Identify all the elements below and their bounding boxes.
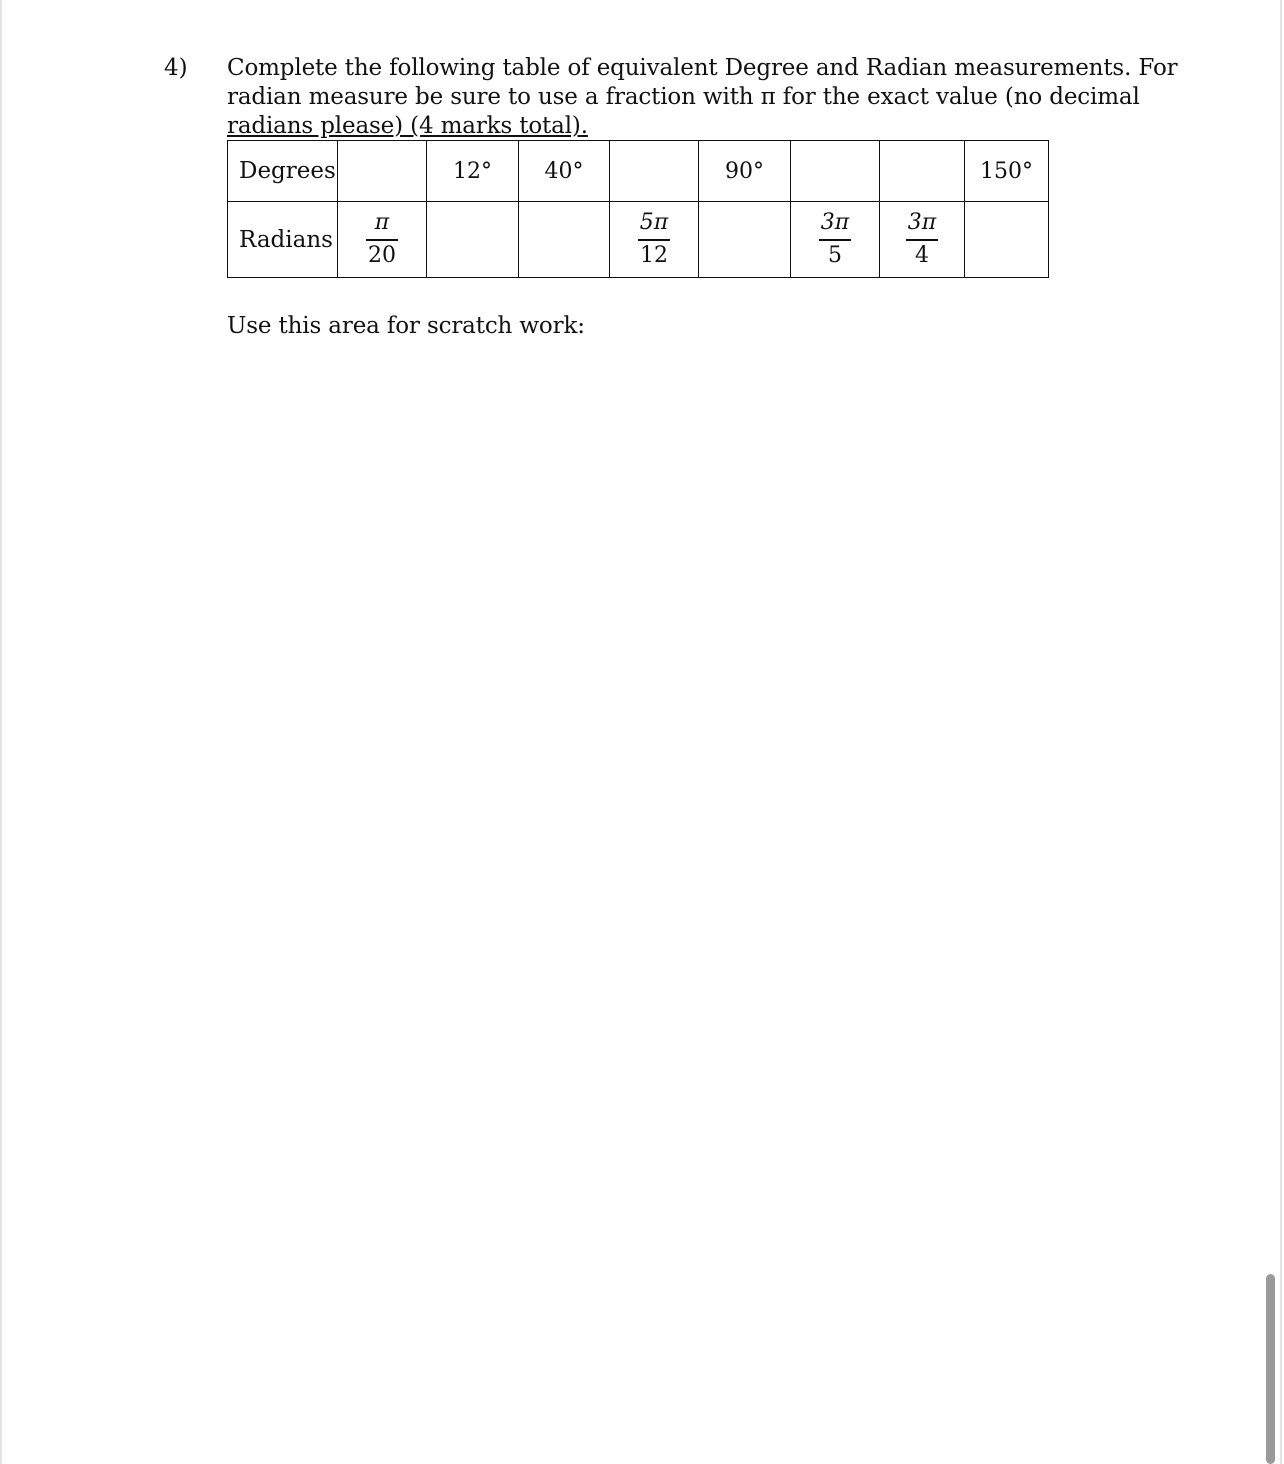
radian-cell[interactable]: [427, 202, 519, 278]
radian-fraction: [366, 210, 398, 269]
question-line-3: radians please) (4 marks total).: [227, 113, 588, 139]
radian-cell[interactable]: [880, 202, 965, 278]
conversion-table: [227, 140, 1049, 278]
radians-label: Radians: [228, 202, 338, 278]
radian-cell[interactable]: [699, 202, 791, 278]
radian-cell[interactable]: [338, 202, 427, 278]
degree-cell[interactable]: [880, 141, 965, 202]
page-edge-left: [0, 0, 2, 1464]
fraction-numerator: 3π: [907, 210, 937, 236]
degree-cell[interactable]: 150°: [965, 141, 1049, 202]
degree-cell[interactable]: 40°: [519, 141, 610, 202]
radians-row: [228, 202, 1049, 278]
degrees-row: [228, 141, 1049, 202]
degree-cell[interactable]: 90°: [699, 141, 791, 202]
question-line-2: radian measure be sure to use a fraction with π for the exact value (no decimal: [227, 84, 1140, 110]
fraction-denominator: 12: [640, 242, 668, 268]
scrollbar-thumb[interactable]: [1266, 1274, 1275, 1464]
question-line-1: Complete the following table of equivalent Degree and Radian measurements. For: [227, 55, 1178, 81]
radian-cell[interactable]: [519, 202, 610, 278]
radian-cell[interactable]: [610, 202, 699, 278]
fraction-denominator: 4: [915, 242, 929, 268]
radian-fraction: [906, 210, 938, 269]
fraction-denominator: 20: [368, 242, 396, 268]
question-text: [227, 54, 1178, 141]
page-edge-right: [1280, 0, 1282, 1464]
degree-cell[interactable]: [791, 141, 880, 202]
degree-cell[interactable]: [338, 141, 427, 202]
fraction-numerator: 5π: [639, 210, 669, 236]
radian-cell[interactable]: [965, 202, 1049, 278]
fraction-numerator: 3π: [820, 210, 850, 236]
fraction-numerator: π: [374, 210, 390, 236]
fraction-bar: [819, 239, 851, 241]
fraction-bar: [366, 239, 398, 241]
radian-cell[interactable]: [791, 202, 880, 278]
radian-fraction: [638, 210, 670, 269]
degree-cell[interactable]: [610, 141, 699, 202]
fraction-bar: [906, 239, 938, 241]
degree-cell[interactable]: 12°: [427, 141, 519, 202]
radian-fraction: [819, 210, 851, 269]
fraction-bar: [638, 239, 670, 241]
scratch-area-label: Use this area for scratch work:: [227, 313, 585, 339]
question-number: 4): [164, 55, 188, 81]
degrees-label: Degrees: [228, 141, 338, 202]
fraction-denominator: 5: [828, 242, 842, 268]
